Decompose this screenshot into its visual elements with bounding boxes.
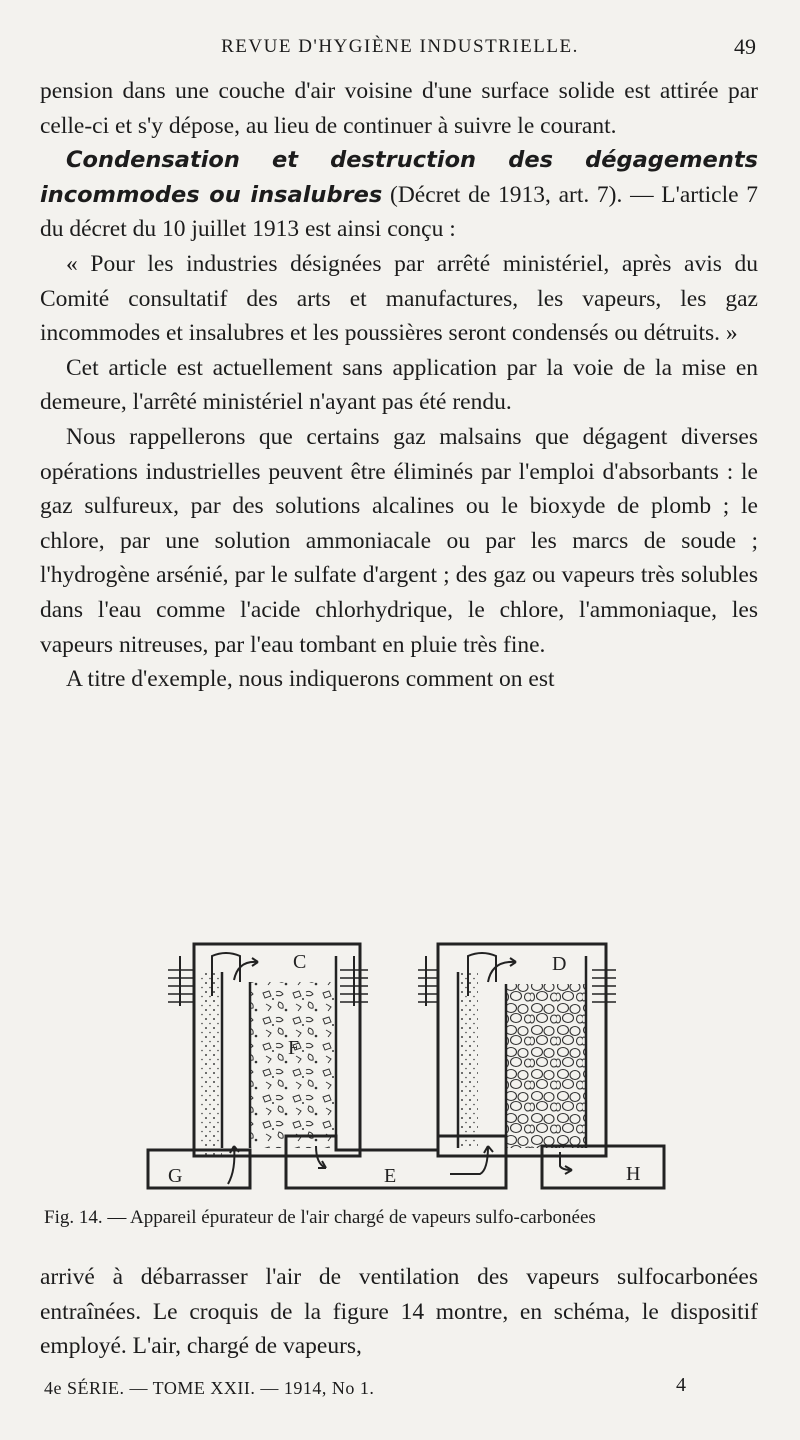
paragraph-1: pension dans une couche d'air voisine d'une surface solide est attirée par celle-ci et s'y dépose, au lieu de continuer à suivre le courant. xyxy=(40,78,758,139)
paragraph-5: Nous rappellerons que certains gaz malsains que dégagent diverses opérations industrielles peuvent être éliminés par l'emploi d'absorbants : le gaz sulfureux, par des solutions alcalines ou le bioxyde de plomb ; le chlore, par une solution ammoniacale ou par les marcs de soude ; l'hydrogène arsénié, par le sulfate d'argent ; des gaz ou vapeurs très solubles dans l'eau comme l'acide chlorhydrique, le chlore, l'ammoniaque, les vapeurs nitreuses, par l'eau tombant en pluie très fine. xyxy=(40,423,758,658)
page-footer xyxy=(40,1374,760,1404)
caption-text: — Appareil épurateur de l'air chargé de vapeurs sulfo-carbonées xyxy=(102,1207,596,1228)
right-tank-d xyxy=(418,944,616,1156)
paragraph-2-text: (Décret de 1913, art. 7). — L'article 7 du décret du 10 juillet 1913 est ainsi conçu : xyxy=(40,181,759,243)
main-text-continued xyxy=(40,1260,758,1364)
page-number: 49 xyxy=(734,34,756,59)
paragraph-2 xyxy=(40,143,758,247)
label-g: G xyxy=(168,1165,183,1187)
figure-14-apparatus xyxy=(140,936,670,1200)
running-header xyxy=(40,34,760,62)
apparatus-diagram xyxy=(140,936,670,1200)
left-tank-c xyxy=(168,944,368,1156)
running-title: REVUE D'HYGIÈNE INDUSTRIELLE. xyxy=(221,36,579,57)
label-f: F xyxy=(288,1037,300,1059)
label-e: E xyxy=(384,1165,397,1187)
signature-mark: 4 xyxy=(676,1374,686,1396)
label-c: C xyxy=(293,951,307,973)
paragraph-3-quote: « Pour les industries désignées par arrêté ministériel, après avis du Comité consultatif des arts et manufactures, les vapeurs, les gaz incommodes et insalubres et les poussières seront condensés ou détruits. » xyxy=(40,250,758,347)
label-d: D xyxy=(552,953,567,975)
section-heading: Condensation et destruction des dégagements incommodes ou insalubres xyxy=(40,147,758,208)
main-text xyxy=(40,74,758,697)
label-h: H xyxy=(626,1163,641,1185)
series-signature: 4e SÉRIE. — TOME XXII. — 1914, No 1. xyxy=(44,1378,375,1398)
paragraph-7: arrivé à débarrasser l'air de ventilation des vapeurs sulfocarbonées entraînées. Le croquis de la figure 14 montre, en schéma, le dispositif employé. L'air, chargé de vapeurs, xyxy=(40,1264,758,1360)
figure-caption xyxy=(44,1204,764,1232)
paragraph-6: A titre d'exemple, nous indiquerons comment on est xyxy=(66,666,555,693)
caption-label: Fig. 14. xyxy=(44,1207,103,1228)
paragraph-4: Cet article est actuellement sans application par la voie de la mise en demeure, l'arrêté ministériel n'ayant pas été rendu. xyxy=(40,354,758,416)
